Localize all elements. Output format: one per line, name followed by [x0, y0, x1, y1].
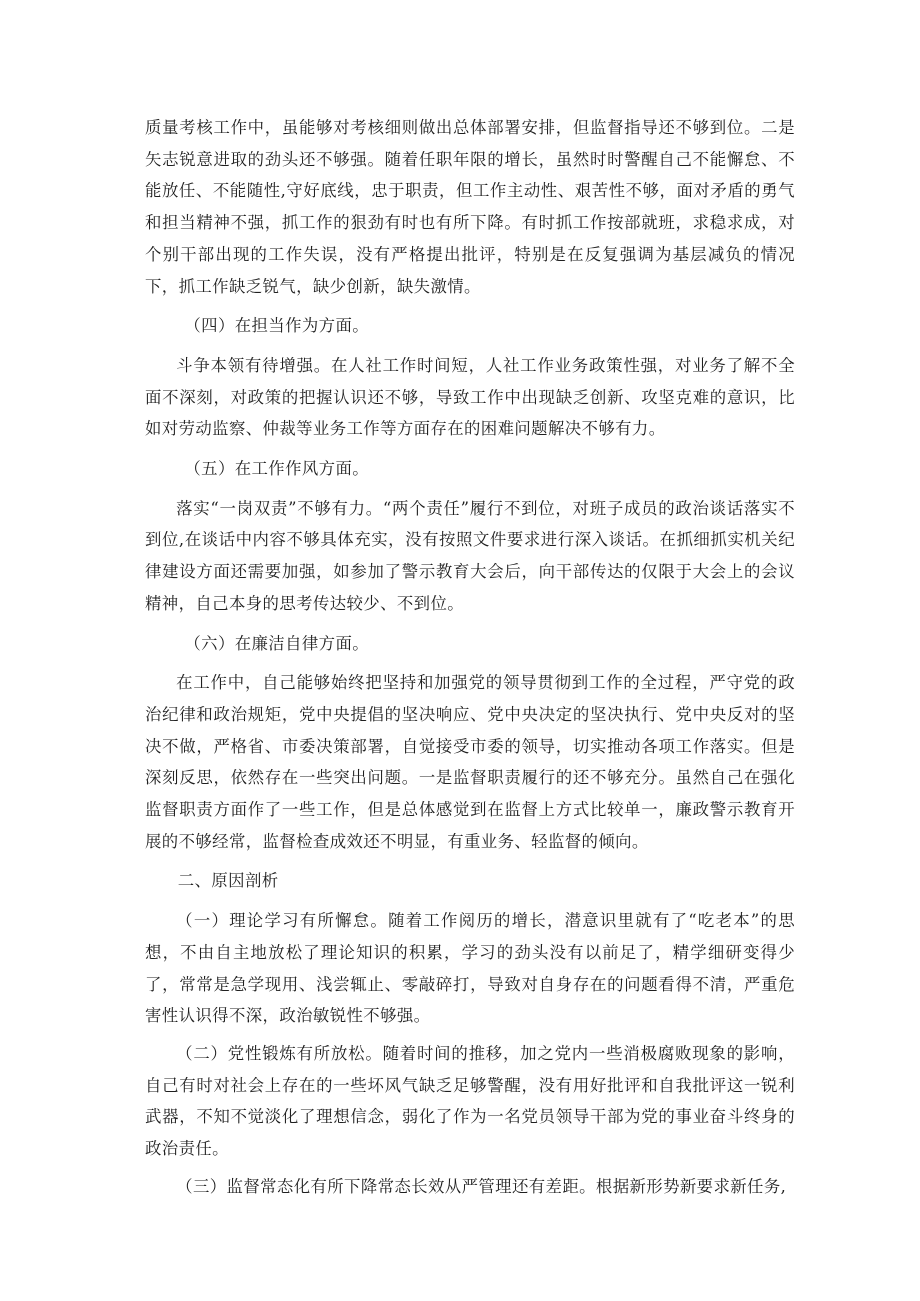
- section-heading-5: （五）在工作作风方面。: [184, 459, 370, 479]
- paragraph-5: 落实“一岗双责”不够有力。“两个责任”履行不到位，对班子成员的政治谈话落实不到位,在谈话中内容不够具体充实，没有按照文件要求进行深入谈话。在抓细抓实机关纪律建设方面还需要加强，如参加了警示教育大会后，向干部传达的仅限于大会上的会议精神，自己本身的思考传达较少、不到位。: [145, 498, 795, 613]
- chapter-heading-2: 二、原因剖析: [177, 871, 279, 891]
- paragraph-6: 在工作中，自己能够始终把坚持和加强党的领导贯彻到工作的全过程，严守党的政治纪律和政治规矩，党中央提倡的坚决响应、党中央决定的坚决执行、党中央反对的坚决不做，严格省、市委决策部署，自觉接受市委的领导，切实推动各项工作落实。但是深刻反思，依然存在一些突出问题。一是监督职责履行的还不够充分。虽然自己在强化监督职责方面作了一些工作，但是总体感觉到在监督上方式比较单一，廉政警示教育开展的不够经常，监督检查成效还不明显，有重业务、轻监督的倾向。: [145, 673, 795, 851]
- paragraph-continued: 质量考核工作中，虽能够对考核细则做出总体部署安排，但监督指导还不够到位。二是矢志锐意进取的劲头还不够强。随着任职年限的增长，虽然时时警醒自己不能懈怠、不能放任、不能随性,守好底线，忠于职责，但工作主动性、艰苦性不够，面对矛盾的勇气和担当精神不强，抓工作的狠劲有时也有所下降。有时抓工作按部就班，求稳求成，对个别干部出现的工作失误，没有严格提出批评，特别是在反复强调为基层减负的情况下，抓工作缺乏锐气，缺少创新，缺失激情。: [145, 118, 795, 296]
- paragraph-8: （二）党性锻炼有所放松。随着时间的推移，加之党内一些消极腐败现象的影响，自己有时对社会上存在的一些坏风气缺乏足够警醒，没有用好批评和自我批评这一锐利武器，不知不觉淡化了理想信念，弱化了作为一名党员领导干部为党的事业奋斗终身的政治责任。: [145, 1043, 795, 1159]
- section-heading-4: （四）在担当作为方面。: [184, 316, 370, 336]
- section-heading-6: （六）在廉洁自律方面。: [184, 633, 370, 653]
- paragraph-4: 斗争本领有待增强。在人社工作时间短，人社工作业务政策性强，对业务了解不全面不深刻，对政策的把握认识还不够，导致工作中出现缺乏创新、攻坚克难的意识，比如对劳动监察、仲裁等业务工作等方面存在的困难问题解决不够有力。: [145, 355, 795, 439]
- paragraph-7: （一）理论学习有所懈怠。随着工作阅历的增长，潜意识里就有了“吃老本”的思想，不由自主地放松了理论知识的积累，学习的劲头没有以前足了，精学细研变得少了，常常是急学现用、浅尝辄止、零敲碎打，导致对自身存在的问题看得不清，严重危害性认识得不深，政治敏锐性不够强。: [145, 911, 795, 1026]
- document-body: [145, 112, 795, 1203]
- paragraph-9: （三）监督常态化有所下降常态长效从严管理还有差距。根据新形势新要求新任务,: [176, 1176, 787, 1196]
